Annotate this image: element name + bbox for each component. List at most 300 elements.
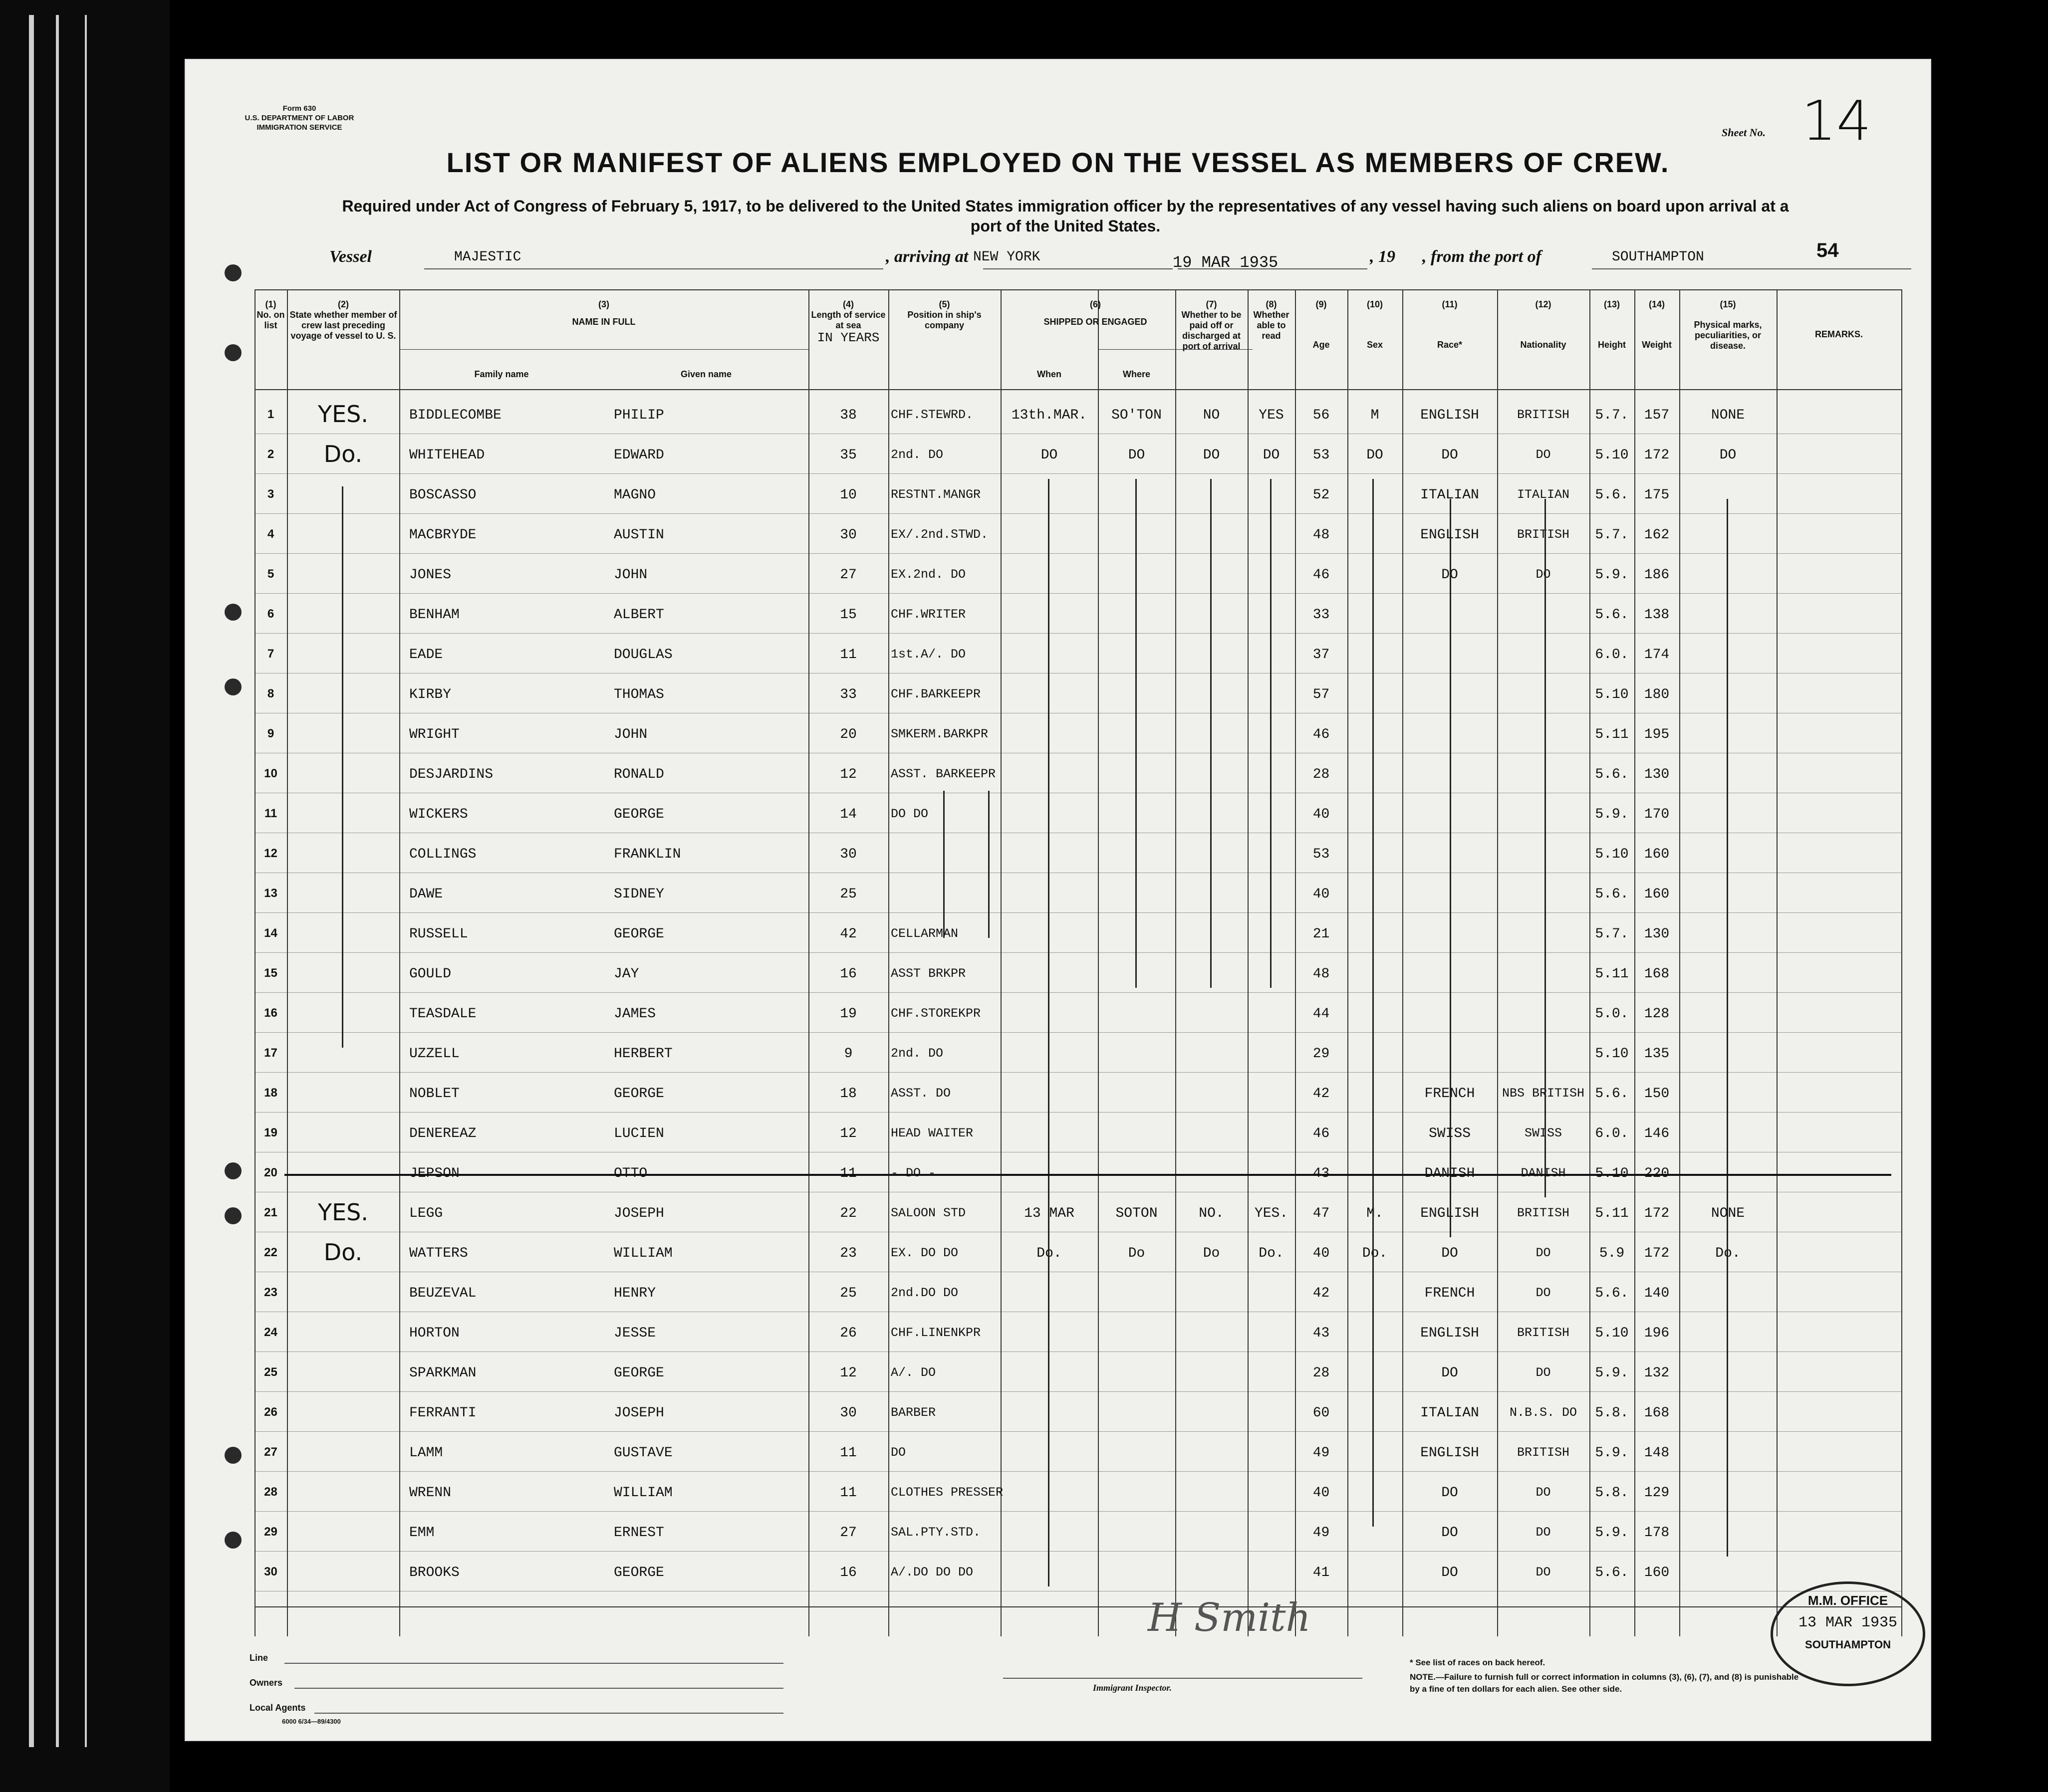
- cell-read: DO: [1263, 448, 1280, 463]
- cell-race: DO: [1441, 1485, 1458, 1501]
- cell-nat: DO: [1536, 1565, 1551, 1579]
- page-title: LIST OR MANIFEST OF ALIENS EMPLOYED ON THE VESSEL AS MEMBERS OF CREW.: [446, 147, 1670, 178]
- cell-family: LEGG: [409, 1206, 443, 1221]
- cell-race: DO: [1441, 448, 1458, 463]
- cell-no: 2: [267, 448, 274, 461]
- owners-rule: [294, 1688, 783, 1689]
- from-port-label: , from the port of: [1422, 247, 1541, 266]
- cell-years: 22: [840, 1206, 857, 1221]
- cell-nat: BRITISH: [1517, 408, 1570, 422]
- cell-weight: 170: [1644, 807, 1670, 822]
- cell-paid: Do: [1203, 1246, 1220, 1261]
- cell-position: ASST BRKPR: [891, 966, 966, 981]
- cell-weight: 186: [1644, 567, 1670, 583]
- row-rule: [255, 992, 1901, 993]
- cell-years: 14: [840, 807, 857, 822]
- column-rule: [808, 289, 809, 1636]
- cell-weight: 168: [1644, 1405, 1670, 1421]
- year-label: , 19: [1370, 247, 1395, 266]
- row-rule: [255, 593, 1901, 594]
- cell-no: 27: [264, 1445, 277, 1459]
- column-rule: [1777, 289, 1778, 1636]
- cell-given: JESSE: [614, 1326, 656, 1341]
- cell-given: PHILIP: [614, 408, 664, 423]
- col3-header: (3) NAME IN FULL: [572, 299, 636, 327]
- cell-height: 5.10: [1595, 1166, 1629, 1181]
- cell-given: JAMES: [614, 1006, 656, 1022]
- cell-age: 28: [1312, 767, 1330, 782]
- cell-race: DO: [1441, 1246, 1458, 1261]
- row-rule: [255, 473, 1901, 474]
- cell-height: 6.0.: [1595, 1126, 1629, 1141]
- vessel-line: [424, 268, 883, 269]
- cell-height: 5.9.: [1595, 1365, 1629, 1381]
- cell-years: 16: [840, 1565, 857, 1580]
- cell-sex: DO: [1366, 448, 1383, 463]
- cell-family: BIDDLECOMBE: [409, 408, 502, 423]
- page-edge: [56, 15, 59, 1747]
- cell-no: 8: [267, 687, 274, 700]
- stamp-date: 13 MAR 1935: [1798, 1614, 1898, 1631]
- cell-position: CHF.BARKEEPR: [891, 687, 981, 701]
- cell-height: 5.7.: [1595, 926, 1629, 942]
- cell-weight: 148: [1644, 1445, 1670, 1461]
- cell-position: DO DO: [891, 807, 929, 821]
- cell-when: 13th.MAR.: [1011, 408, 1087, 423]
- column-rule: [287, 289, 288, 1636]
- cell-nat: NBS BRITISH: [1502, 1086, 1585, 1101]
- cell-family: KIRBY: [409, 687, 452, 702]
- cell-position: CLOTHES PRESSER: [891, 1485, 1004, 1500]
- cell-weight: 150: [1644, 1086, 1670, 1102]
- row-rule: [255, 633, 1901, 634]
- agents-rule: [314, 1713, 783, 1714]
- cell-height: 5.8.: [1595, 1485, 1629, 1501]
- cell-weight: 172: [1644, 1246, 1670, 1261]
- cell-race: DO: [1441, 1365, 1458, 1381]
- arrival-port: NEW YORK: [973, 249, 1040, 265]
- cell-no: 11: [264, 807, 277, 820]
- cell-prev: YES.: [318, 401, 368, 428]
- cell-paid: NO: [1203, 408, 1220, 423]
- cell-age: 37: [1312, 647, 1330, 663]
- cell-weight: 157: [1644, 408, 1670, 423]
- cell-given: GEORGE: [614, 1365, 664, 1381]
- page-number: 54: [1816, 239, 1839, 261]
- cell-age: 53: [1312, 448, 1330, 463]
- cell-age: 40: [1312, 1485, 1330, 1501]
- cell-height: 5.10: [1595, 847, 1629, 862]
- cell-family: LAMM: [409, 1445, 443, 1461]
- cell-family: WICKERS: [409, 807, 468, 822]
- cell-height: 5.9: [1599, 1246, 1625, 1261]
- cell-race: ENGLISH: [1420, 1326, 1479, 1341]
- table-header-border: [255, 389, 1901, 390]
- cell-position: A/. DO: [891, 1365, 936, 1380]
- cell-weight: 160: [1644, 847, 1670, 862]
- stamp-bottom-text: SOUTHAMPTON: [1805, 1638, 1891, 1651]
- cell-age: 48: [1312, 966, 1330, 982]
- cell-sex: M: [1370, 408, 1379, 423]
- cell-position: CHF.WRITER: [891, 607, 966, 622]
- cell-position: SAL.PTY.STD.: [891, 1525, 981, 1540]
- cell-race: DO: [1441, 1565, 1458, 1580]
- binder-hole: [225, 344, 242, 361]
- cell-height: 5.8.: [1595, 1405, 1629, 1421]
- cell-age: 46: [1312, 1126, 1330, 1141]
- binder-hole: [225, 1447, 242, 1464]
- cell-marks: DO: [1719, 448, 1737, 463]
- row-rule: [255, 1351, 1901, 1352]
- cell-weight: 138: [1644, 607, 1670, 623]
- cell-prev: Do.: [323, 441, 363, 467]
- cell-family: WRIGHT: [409, 727, 460, 742]
- cell-prev: YES.: [318, 1199, 368, 1226]
- cell-years: 12: [840, 1126, 857, 1141]
- service: IMMIGRATION SERVICE: [256, 123, 342, 132]
- cell-given: GEORGE: [614, 1086, 664, 1102]
- cell-position: BARBER: [891, 1405, 936, 1420]
- cell-nat: BRITISH: [1517, 1326, 1570, 1340]
- port-line: [1592, 268, 1911, 269]
- cell-age: 60: [1312, 1405, 1330, 1421]
- cell-years: 25: [840, 887, 857, 902]
- row-rule: [255, 1471, 1901, 1472]
- row-rule: [255, 912, 1901, 913]
- binder-hole: [225, 604, 242, 621]
- cell-given: MAGNO: [614, 487, 656, 503]
- cell-years: 38: [840, 408, 857, 423]
- local-agents-label: Local Agents: [250, 1703, 306, 1713]
- cell-position: SMKERM.BARKPR: [891, 727, 989, 741]
- cell-given: JOSEPH: [614, 1206, 664, 1221]
- cell-position: - DO -: [891, 1166, 936, 1180]
- cell-weight: 128: [1644, 1006, 1670, 1022]
- owners-label: Owners: [250, 1678, 283, 1688]
- cell-height: 5.0.: [1595, 1006, 1629, 1022]
- cell-race: ENGLISH: [1420, 1445, 1479, 1461]
- cell-marks: NONE: [1711, 408, 1745, 423]
- stamp-top-text: M.M. OFFICE: [1807, 1593, 1888, 1608]
- cell-weight: 130: [1644, 767, 1670, 782]
- col13-header: (13) Height: [1598, 299, 1626, 350]
- row-rule: [255, 1551, 1901, 1552]
- remarks-header: REMARKS.: [1814, 329, 1863, 339]
- department: U.S. DEPARTMENT OF LABOR: [245, 114, 354, 122]
- binder-hole: [225, 678, 242, 695]
- ditto-line: [1270, 479, 1272, 988]
- cell-sex: Do.: [1362, 1246, 1388, 1261]
- col7-header: (7) Whether to be paid off or discharged at port of arrival: [1181, 299, 1242, 351]
- cell-position: CELLARMAN: [891, 926, 959, 941]
- cell-age: 43: [1312, 1166, 1330, 1181]
- cell-age: 43: [1312, 1326, 1330, 1341]
- cell-weight: 140: [1644, 1286, 1670, 1301]
- cell-years: 19: [840, 1006, 857, 1022]
- arrival-date: 19 MAR 1935: [1173, 253, 1279, 272]
- cell-years: 42: [840, 926, 857, 942]
- cell-no: 23: [264, 1286, 277, 1299]
- ditto-line: [1544, 499, 1546, 1197]
- cell-age: 49: [1312, 1525, 1330, 1541]
- cell-nat: BRITISH: [1517, 527, 1570, 542]
- cell-age: 42: [1312, 1086, 1330, 1102]
- line-label: Line: [250, 1653, 268, 1663]
- cell-marks: NONE: [1711, 1206, 1745, 1221]
- row-strike-line: [284, 1174, 1891, 1176]
- cell-family: WHITEHEAD: [409, 448, 485, 463]
- inspector-rule: [1003, 1678, 1362, 1679]
- cell-no: 12: [264, 847, 277, 860]
- cell-position: EX. DO DO: [891, 1246, 959, 1260]
- ditto-line: [1210, 479, 1212, 988]
- column-rule: [1248, 289, 1249, 1636]
- date-line: [1178, 268, 1367, 269]
- form-reference: [235, 104, 364, 132]
- page-edge: [85, 15, 87, 1747]
- cell-years: 30: [840, 1405, 857, 1421]
- race-footnote: * See list of races on back hereof.: [1410, 1658, 1545, 1667]
- film-margin: [0, 0, 170, 1792]
- ditto-line: [1450, 499, 1451, 1237]
- cell-given: GUSTAVE: [614, 1445, 673, 1461]
- cell-no: 7: [267, 647, 274, 661]
- cell-weight: 172: [1644, 1206, 1670, 1221]
- cell-weight: 180: [1644, 687, 1670, 702]
- cell-years: 12: [840, 1365, 857, 1381]
- cell-given: HERBERT: [614, 1046, 673, 1062]
- cell-position: EX/.2nd.STWD.: [891, 527, 989, 542]
- cell-no: 28: [264, 1485, 277, 1499]
- cell-position: ASST. BARKEEPR: [891, 767, 996, 781]
- cell-position: 2nd. DO: [891, 1046, 944, 1061]
- cell-age: 57: [1312, 687, 1330, 702]
- page-edge: [29, 15, 34, 1747]
- cell-race: ITALIAN: [1420, 487, 1479, 503]
- cell-age: 41: [1312, 1565, 1330, 1580]
- cell-weight: 174: [1644, 647, 1670, 663]
- cell-age: 40: [1312, 1246, 1330, 1261]
- cell-age: 40: [1312, 807, 1330, 822]
- cell-nat: N.B.S. DO: [1509, 1405, 1577, 1420]
- cell-age: 46: [1312, 567, 1330, 583]
- cell-given: THOMAS: [614, 687, 664, 702]
- cell-race: ENGLISH: [1420, 527, 1479, 543]
- cell-weight: 146: [1644, 1126, 1670, 1141]
- cell-position: EX.2nd. DO: [891, 567, 966, 582]
- cell-height: 5.9.: [1595, 807, 1629, 822]
- cell-nat: DO: [1536, 1525, 1551, 1540]
- cell-race: DO: [1441, 567, 1458, 583]
- vessel-label: Vessel: [329, 247, 372, 266]
- cell-weight: 130: [1644, 926, 1670, 942]
- cell-years: 15: [840, 607, 857, 623]
- cell-age: 53: [1312, 847, 1330, 862]
- cell-no: 10: [264, 767, 277, 780]
- cell-family: BROOKS: [409, 1565, 460, 1580]
- column-rule: [1098, 289, 1099, 1636]
- cell-position: 2nd.DO DO: [891, 1286, 959, 1300]
- cell-family: DAWE: [409, 887, 443, 902]
- cell-no: 16: [264, 1006, 277, 1020]
- cell-given: OTTO: [614, 1166, 648, 1181]
- cell-position: CHF.LINENKPR: [891, 1326, 981, 1340]
- cell-when: 13 MAR: [1024, 1206, 1074, 1221]
- cell-given: GEORGE: [614, 926, 664, 942]
- cell-height: 5.7.: [1595, 527, 1629, 543]
- binder-hole: [225, 264, 242, 281]
- cell-position: CHF.STEWRD.: [891, 408, 974, 422]
- cell-no: 19: [264, 1126, 277, 1139]
- cell-given: WILLIAM: [614, 1485, 673, 1501]
- crew-table: [255, 289, 1901, 1636]
- cell-nat: DO: [1536, 448, 1551, 462]
- line-rule: [284, 1663, 783, 1664]
- binder-hole: [225, 1162, 242, 1179]
- col10-header: (10) Sex: [1366, 299, 1383, 350]
- cell-age: 21: [1312, 926, 1330, 942]
- cell-given: LUCIEN: [614, 1126, 664, 1141]
- cell-given: GEORGE: [614, 807, 664, 822]
- cell-years: 25: [840, 1286, 857, 1301]
- name-subheader-rule: [399, 349, 808, 350]
- cell-weight: 129: [1644, 1485, 1670, 1501]
- cell-years: 23: [840, 1246, 857, 1261]
- cell-family: EADE: [409, 647, 443, 663]
- cell-given: FRANKLIN: [614, 847, 681, 862]
- cell-years: 18: [840, 1086, 857, 1102]
- cell-family: UZZELL: [409, 1046, 460, 1062]
- vessel-name: MAJESTIC: [454, 249, 521, 265]
- cell-years: 33: [840, 687, 857, 702]
- row-rule: [255, 1032, 1901, 1033]
- cell-no: 4: [267, 527, 274, 541]
- cell-given: JOHN: [614, 567, 648, 583]
- cell-no: 5: [267, 567, 274, 581]
- cell-years: 35: [840, 448, 857, 463]
- cell-no: 26: [264, 1405, 277, 1419]
- cell-weight: 135: [1644, 1046, 1670, 1062]
- column-rule: [1175, 289, 1176, 1636]
- cell-no: 9: [267, 727, 274, 740]
- cell-family: BOSCASSO: [409, 487, 477, 503]
- cell-family: SPARKMAN: [409, 1365, 477, 1381]
- when-header: When: [1037, 369, 1061, 379]
- manifest-sheet: [185, 59, 1931, 1741]
- cell-race: SWISS: [1428, 1126, 1471, 1141]
- ditto-line: [1135, 479, 1137, 988]
- cell-family: MACBRYDE: [409, 527, 477, 543]
- cell-height: 6.0.: [1595, 647, 1629, 663]
- cell-years: 12: [840, 767, 857, 782]
- cell-years: 9: [844, 1046, 853, 1062]
- cell-height: 5.9.: [1595, 1525, 1629, 1541]
- cell-marks: Do.: [1715, 1246, 1741, 1261]
- cell-years: 27: [840, 567, 857, 583]
- cell-given: WILLIAM: [614, 1246, 673, 1261]
- cell-where: Do: [1128, 1246, 1145, 1261]
- cell-no: 1: [267, 408, 274, 421]
- cell-nat: DO: [1536, 567, 1551, 582]
- cell-position: HEAD WAITER: [891, 1126, 974, 1140]
- inspector-label: Immigrant Inspector.: [1093, 1683, 1172, 1693]
- col9-header: (9) Age: [1312, 299, 1330, 350]
- cell-no: 29: [264, 1525, 277, 1539]
- cell-no: 22: [264, 1246, 277, 1259]
- cell-race: DANISH: [1424, 1166, 1475, 1181]
- cell-where: DO: [1128, 448, 1145, 463]
- cell-age: 52: [1312, 487, 1330, 503]
- arrival-line: [983, 268, 1173, 269]
- cell-age: 29: [1312, 1046, 1330, 1062]
- cell-position: ASST. DO: [891, 1086, 951, 1101]
- cell-position: A/.DO DO DO: [891, 1565, 974, 1579]
- cell-position: RESTNT.MANGR: [891, 487, 981, 502]
- cell-height: 5.10: [1595, 448, 1629, 463]
- cell-age: 49: [1312, 1445, 1330, 1461]
- cell-family: HORTON: [409, 1326, 460, 1341]
- cell-height: 5.9.: [1595, 1445, 1629, 1461]
- cell-height: 5.11: [1595, 727, 1629, 742]
- cell-position: CHF.STOREKPR: [891, 1006, 981, 1021]
- cell-family: DESJARDINS: [409, 767, 494, 782]
- cell-weight: 172: [1644, 448, 1670, 463]
- row-rule: [255, 1431, 1901, 1432]
- family-name-header: Family name: [474, 369, 529, 379]
- cell-weight: 160: [1644, 887, 1670, 902]
- cell-family: BENHAM: [409, 607, 460, 623]
- cell-nat: BRITISH: [1517, 1445, 1570, 1460]
- row-rule: [255, 1391, 1901, 1392]
- cell-nat: SWISS: [1524, 1126, 1562, 1140]
- cell-no: 15: [264, 966, 277, 980]
- cell-where: SOTON: [1115, 1206, 1158, 1221]
- col15-header: (15) Physical marks, peculiarities, or disease.: [1694, 299, 1762, 351]
- cell-given: EDWARD: [614, 448, 664, 463]
- cell-weight: 162: [1644, 527, 1670, 543]
- cell-years: 16: [840, 966, 857, 982]
- cell-weight: 195: [1644, 727, 1670, 742]
- ditto-line: [1048, 479, 1049, 1586]
- cell-position: 2nd. DO: [891, 448, 944, 462]
- cell-height: 5.6.: [1595, 1086, 1629, 1102]
- cell-given: RONALD: [614, 767, 664, 782]
- penalty-note: NOTE.—Failure to furnish full or correct information in columns (3), (6), (7), and (8) is punishable by a fine of ten dollars for each alien. See other side.: [1410, 1672, 1799, 1694]
- cell-family: BEUZEVAL: [409, 1286, 477, 1301]
- inspector-signature: H Smith: [1148, 1595, 1311, 1640]
- cell-height: 5.6.: [1595, 887, 1629, 902]
- col1-header: (1) No. on list: [256, 299, 285, 330]
- page-subtitle: Required under Act of Congress of February 5, 1917, to be delivered to the United States immigration officer by the representatives of any vessel having such aliens on board upon arrival at a port of the United States.: [342, 197, 1789, 235]
- cell-height: 5.11: [1595, 966, 1629, 982]
- col14-header: (14) Weight: [1642, 299, 1672, 350]
- cell-nat: ITALIAN: [1517, 487, 1570, 502]
- cell-no: 18: [264, 1086, 277, 1100]
- cell-given: ERNEST: [614, 1525, 664, 1541]
- cell-years: 27: [840, 1525, 857, 1541]
- row-rule: [255, 1072, 1901, 1073]
- cell-nat: DO: [1536, 1246, 1551, 1260]
- cell-given: GEORGE: [614, 1565, 664, 1580]
- cell-family: DENEREAZ: [409, 1126, 477, 1141]
- binder-hole: [225, 1207, 242, 1224]
- cell-family: TEASDALE: [409, 1006, 477, 1022]
- column-rule: [888, 289, 889, 1636]
- cell-years: 26: [840, 1326, 857, 1341]
- cell-paid: NO.: [1199, 1206, 1224, 1221]
- cell-race: FRENCH: [1424, 1086, 1475, 1102]
- given-name-header: Given name: [680, 369, 732, 379]
